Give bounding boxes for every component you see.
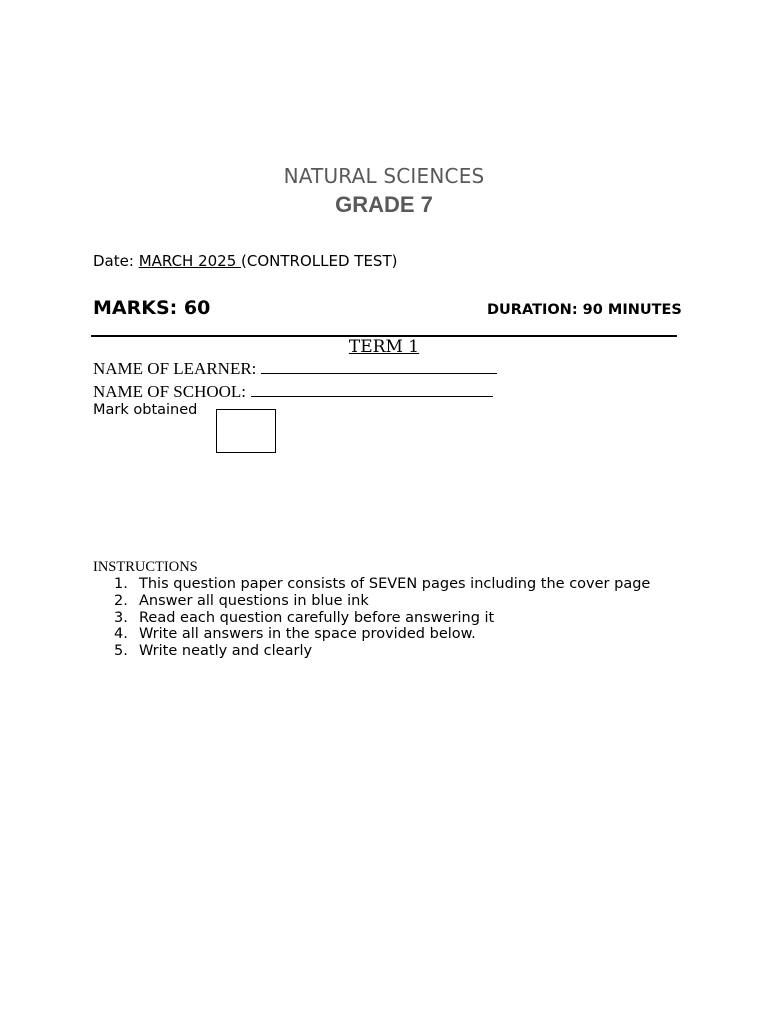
term-text: TERM 1 — [348, 337, 420, 357]
date-suffix: (CONTROLLED TEST — [241, 252, 392, 270]
school-name-field — [93, 382, 493, 402]
instruction-number: 3. — [114, 609, 128, 626]
instruction-item — [114, 576, 650, 593]
instruction-text: Answer all questions in blue ink — [139, 592, 369, 609]
instruction-item — [114, 593, 650, 610]
date-label: Date: — [93, 252, 139, 270]
date-value: MARCH 2025 — [138, 252, 242, 270]
instruction-number: 2. — [114, 592, 128, 609]
grade-title: GRADE 7 — [335, 192, 433, 217]
instruction-text: Write all answers in the space provided below. — [139, 626, 476, 643]
date-close: ) — [391, 252, 398, 270]
mark-obtained-box[interactable] — [216, 409, 276, 453]
school-name-label: NAME OF SCHOOL: — [93, 382, 247, 401]
instruction-text: Write neatly and clearly — [139, 643, 313, 660]
instructions-title: INSTRUCTIONS — [93, 559, 198, 575]
mark-obtained-label: Mark obtained — [93, 402, 198, 418]
date-line — [93, 252, 397, 270]
learner-name-blank[interactable] — [261, 359, 497, 374]
instruction-item — [114, 643, 650, 660]
instruction-item — [114, 610, 650, 627]
subject-title: NATURAL SCIENCES — [283, 164, 485, 188]
instruction-number: 1. — [114, 576, 128, 592]
instructions-list — [114, 576, 650, 660]
school-name-blank[interactable] — [251, 382, 493, 397]
instruction-number: 4. — [114, 626, 128, 643]
learner-name-field — [93, 359, 497, 379]
instruction-item — [114, 626, 650, 643]
instruction-number: 5. — [114, 643, 128, 660]
marks-total: MARKS: 60 — [93, 297, 211, 319]
learner-name-label: NAME OF LEARNER: — [93, 359, 257, 378]
term-heading — [0, 337, 768, 357]
duration: DURATION: 90 MINUTES — [487, 302, 682, 318]
instruction-text: This question paper consists of SEVEN pages including the cover page — [139, 576, 651, 592]
instruction-text: Read each question carefully before answering it — [139, 609, 495, 626]
